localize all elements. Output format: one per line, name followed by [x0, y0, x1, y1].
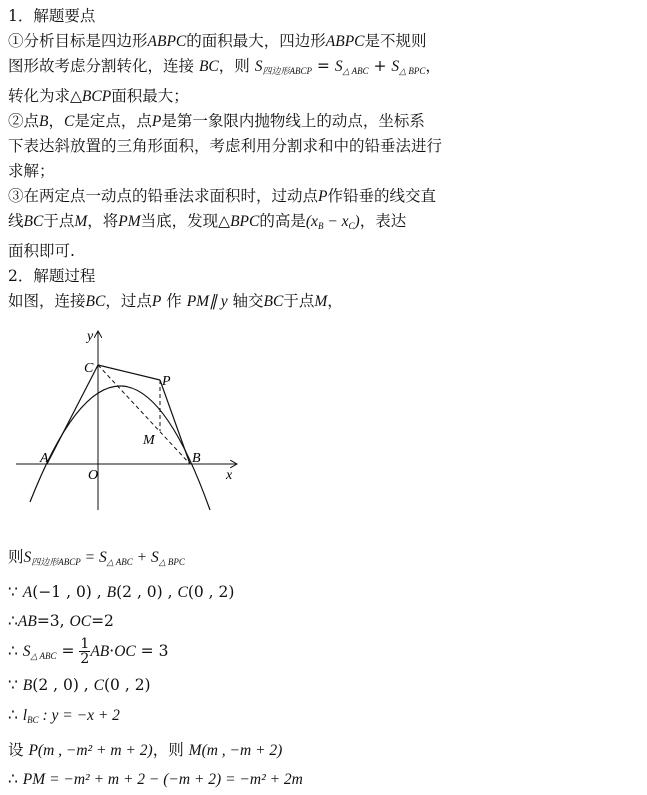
label-C: C	[84, 361, 94, 376]
label-B: B	[192, 451, 201, 466]
parabola-curve	[30, 386, 210, 510]
solution-steps	[8, 543, 468, 795]
point2-line2: 下表达斜放置的三角形面积，考虑利用分割求和中的铅垂法进行	[8, 137, 443, 155]
label-A: A	[40, 451, 49, 466]
label-O: O	[88, 468, 99, 483]
section2-intro: 如图，连接BC，过点P 作 PM∥ y 轴交BC于点M，	[8, 292, 343, 310]
step-area-abc: ∴ $S_{\triangle ABC}$ = $\frac{1}{2}$ AB·OC = 3	[8, 636, 169, 668]
section1-title: 1．解题要点	[8, 7, 96, 25]
step-points: ∵ A(−1 , 0) , B(2 , 0) , C(0 , 2)	[8, 582, 235, 601]
document-body	[8, 4, 468, 314]
point1-line2: 图形故考虑分割转化，连接 BC，则 $S_{四边形ABCP} = S_{\triangle ABC} + S_{\triangle BPC}$，	[8, 57, 441, 76]
step-set-p: 设 P(m , −m² + m + 2)，则 M(m , −m + 2)	[8, 740, 283, 759]
step-area-split: 则$S_{四边形ABCP} = S_{\triangle ABC} + S_{\triangle BPC}$	[8, 548, 185, 567]
step-lengths: ∴AB=3, OC=2	[8, 612, 114, 631]
point3-line3: 面积即可.	[8, 242, 75, 260]
section2-title: 2．解题过程	[8, 267, 96, 285]
step-line-bc: ∴ $l_{BC}$ : y = −x + 2	[8, 705, 120, 725]
fraction-one-half: $\frac{1}{2}$	[80, 636, 90, 668]
label-M: M	[143, 433, 155, 448]
segment-CB-dashed	[98, 365, 190, 464]
parabola-figure	[10, 322, 250, 518]
point1-line1: ①分析目标是四边形ABPC的面积最大，四边形ABPC是不规则	[8, 32, 427, 50]
step-bc-points: ∵ B(2 , 0) , C(0 , 2)	[8, 676, 151, 695]
step-pm-length: ∴ PM = −m² + m + 2 − (−m + 2) = −m² + 2m	[8, 770, 303, 789]
label-P: P	[162, 374, 171, 389]
point2-line1: ②点B，C是定点，点P是第一象限内抛物线上的动点，坐标系	[8, 112, 425, 130]
label-x: x	[226, 468, 233, 483]
segment-AC	[47, 365, 98, 464]
segment-PB	[160, 380, 190, 464]
point2-line3: 求解；	[8, 162, 55, 180]
point3-line1: ③在两定点一动点的铅垂法求面积时，过动点P作铅垂的线交直	[8, 187, 436, 205]
label-y: y	[87, 329, 94, 344]
point3-line2: 线BC于点M，将PM当底，发现△BPC的高是$(x_B - x_C)$，表达	[8, 212, 407, 231]
segment-CP	[98, 365, 160, 380]
point1-line3: 转化为求△BCP面积最大；	[8, 87, 189, 105]
